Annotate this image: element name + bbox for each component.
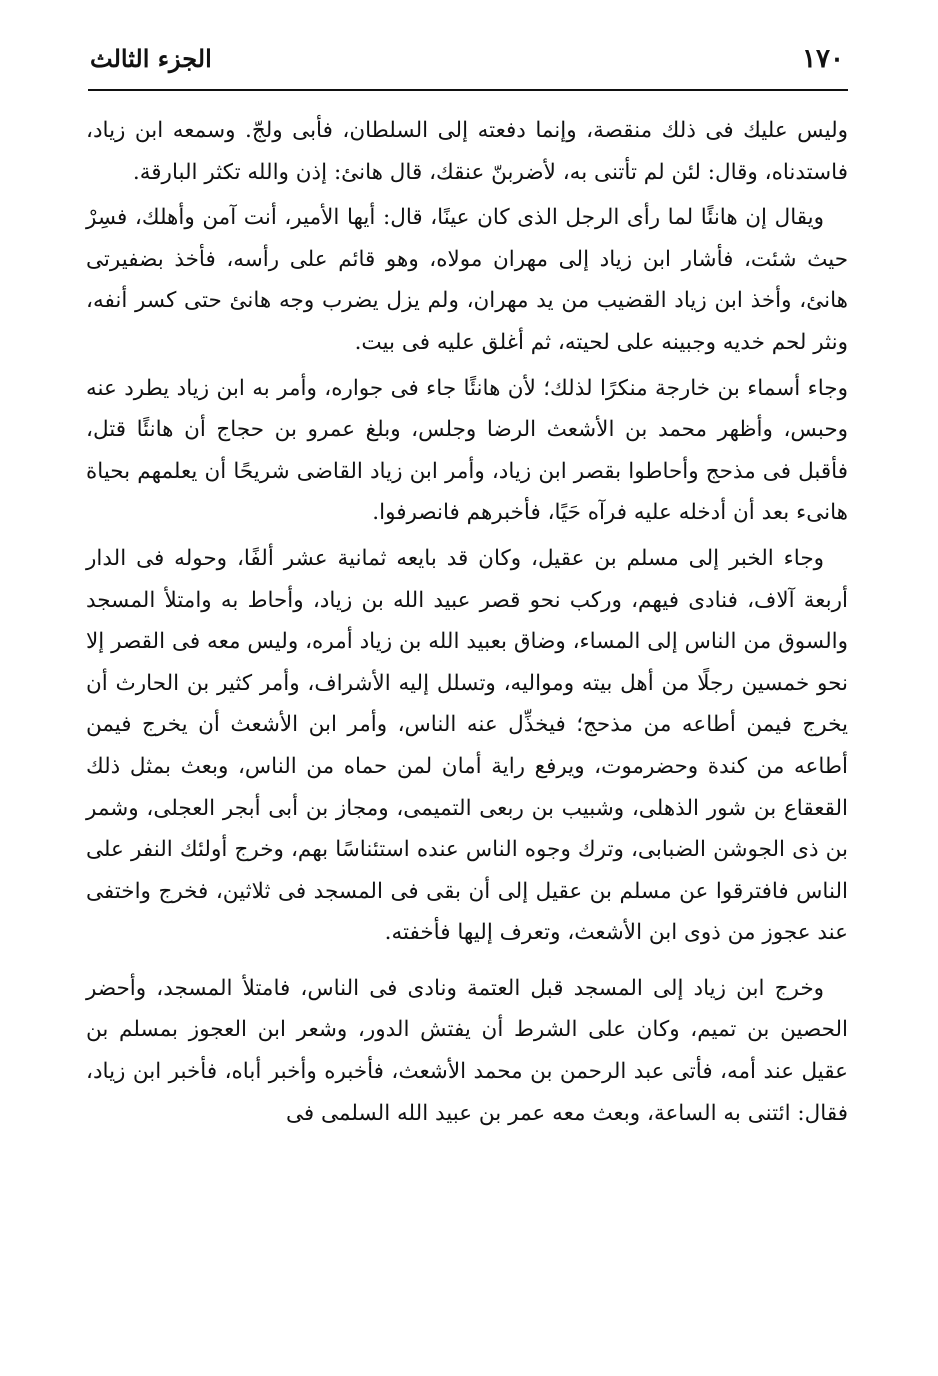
paragraph-1: وليس عليك فى ذلك منقصة، وإنما دفعته إلى السلطان، فأبى ولجّ. وسمعه ابن زياد، فاستدناه، وقال: لئن لم تأتنى به، لأضربنّ عنقك، قال هانئ: إذن والله تكثر البارقة.	[86, 118, 848, 185]
page-number: ١٧٠	[802, 44, 844, 74]
page-header	[88, 42, 846, 82]
body-text	[86, 110, 848, 1138]
paragraph-2: ويقال إن هانئًا لما رأى الرجل الذى كان عينًا، قال: أيها الأمير، أنت آمن وأهلك، فسِرْ حيث شئت، فأشار ابن زياد إلى مهران مولاه، وهو قائم على رأسه، فأخذ بضفيرتى هانئ، وأخذ ابن زياد القضيب من يد مهران، ولم يزل يضرب وجه هانئ حتى كسر أنفه، ونثر لحم خديه وجبينه على لحيته، ثم أغلق عليه فى بيت.	[86, 205, 848, 355]
header-rule	[88, 89, 848, 91]
paragraph-3: وجاء أسماء بن خارجة منكرًا لذلك؛ لأن هانئًا جاء فى جواره، وأمر به ابن زياد يطرد عنه وحبس، وأظهر محمد بن الأشعث الرضا وجلس، وبلغ عمرو بن حجاج أن هانئًا قتل، فأقبل فى مذحج وأحاطوا بقصر ابن زياد، وأمر ابن زياد القاضى شريحًا أن يعلمهم بحياة هانىء بعد أن أدخله عليه فرآه حَيًا، فأخبرهم فانصرفوا.	[86, 375, 848, 526]
paragraph-5: وخرج ابن زياد إلى المسجد قبل العتمة ونادى فى الناس، فامتلأ المسجد، وأحضر الحصين بن تميم، وكان على الشرط أن يفتش الدور، وشعر ابن العجوز بمسلم بن عقيل عند أمه، فأتى عبد الرحمن بن محمد الأشعث، فأخبره وأخبر أباه، فأخبر ابن زياد، فقال: ائتنى به الساعة، وبعث معه عمر بن عبيد الله السلمى فى	[86, 975, 848, 1126]
paragraph-4: وجاء الخبر إلى مسلم بن عقيل، وكان قد بايعه ثمانية عشر ألفًا، وحوله فى الدار أربعة آلاف، فنادى فيهم، وركب نحو قصر عبيد الله بن زياد، وأحاط به وامتلأ المسجد والسوق من الناس إلى المساء، وضاق بعبيد الله بن زياد أمره، وليس معه فى القصر إلا نحو خمسين رجلًا من أهل بيته ومواليه، وتسلل إليه الأشراف، وأمر كثير بن الحارث أن يخرج فيمن أطاعه من مذحج؛ فيخذِّل عنه الناس، وأمر ابن الأشعث أن يخرج فيمن أطاعه من كندة وحضرموت، ويرفع راية أمان لمن حماه من الناس، وبعث بمثل ذلك القعقاع بن شور الذهلى، وشبيب بن ربعى التميمى، ومجاز بن أبى أبجر العجلى، وشمر بن ذى الجوشن الضبابى، وترك وجوه الناس عنده استئناسًا بهم، وخرج أولئك النفر على الناس فافترقوا عن مسلم بن عقيل إلى أن بقى فى المسجد فى ثلاثين، فخرج واختفى عند عجوز من ذوى ابن الأشعث، وتعرف إليها فأخفته.	[86, 545, 848, 946]
running-title: الجزء الثالث	[90, 44, 212, 73]
